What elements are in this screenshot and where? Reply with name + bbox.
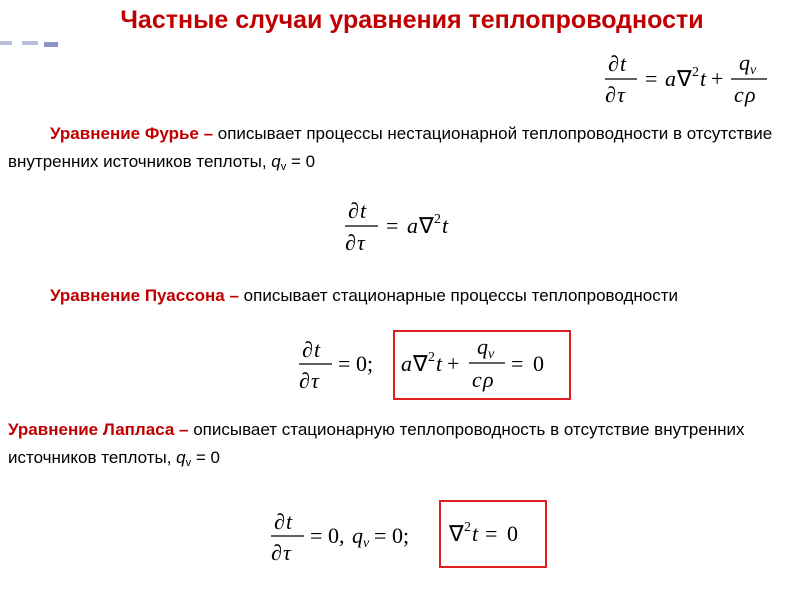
poisson-equation (393, 330, 571, 400)
svg-text:ρ: ρ (745, 82, 756, 107)
svg-text:q: q (739, 50, 750, 75)
fourier-text: описывает процессы нестационарной теплопроводности в отсутствие внутренних источников теплоты, (8, 124, 773, 171)
svg-text:t: t (314, 337, 321, 362)
svg-text:t: t (360, 198, 367, 223)
svg-text:a: a (407, 213, 418, 238)
svg-text:∂: ∂ (299, 368, 310, 393)
svg-text:=: = (374, 523, 387, 548)
laplace-text: описывает стационарную теплопроводность в отсутствие внутренних источников теплоты, (8, 420, 745, 467)
fourier-equation (330, 190, 490, 260)
svg-text:∂: ∂ (274, 509, 285, 534)
svg-text:c: c (472, 367, 482, 392)
svg-text:∂: ∂ (608, 51, 619, 76)
svg-text:+: + (447, 351, 460, 376)
q-symbol: q (176, 448, 186, 467)
svg-text:τ: τ (357, 230, 365, 255)
svg-text:2: 2 (428, 350, 435, 365)
svg-text:2: 2 (692, 65, 699, 80)
laplace-title: Уравнение Лапласа – (8, 420, 189, 439)
svg-text:=: = (485, 521, 498, 546)
svg-text:τ: τ (311, 368, 319, 393)
poisson-text: описывает стационарные процессы теплопроводности (238, 286, 679, 305)
laplace-equation (439, 500, 547, 568)
svg-text:t: t (442, 213, 449, 238)
svg-text:0: 0 (507, 521, 518, 546)
poisson-title: Уравнение Пуассона – (50, 286, 239, 305)
q-subscript: v (280, 161, 287, 173)
laplace-condition: = 0 (191, 448, 220, 467)
svg-text:∇: ∇ (677, 66, 692, 91)
svg-text:v: v (488, 347, 495, 362)
svg-text:=: = (645, 66, 658, 91)
q-subscript: v (185, 457, 192, 469)
svg-text:t: t (472, 521, 479, 546)
laplace-description (8, 416, 783, 477)
svg-text:τ: τ (617, 82, 625, 107)
q-symbol: q (271, 152, 281, 171)
fourier-condition: = 0 (286, 152, 316, 171)
poisson-steady-condition (290, 333, 390, 397)
svg-text:∂: ∂ (348, 198, 359, 223)
svg-text:∇: ∇ (413, 351, 428, 376)
svg-text:=: = (511, 351, 524, 376)
svg-text:2: 2 (434, 212, 441, 227)
svg-text:0;: 0; (356, 351, 374, 376)
svg-text:t: t (700, 66, 707, 91)
svg-text:=: = (338, 351, 351, 376)
svg-text:0;: 0; (392, 523, 410, 548)
svg-text:∂: ∂ (345, 230, 356, 255)
svg-text:v: v (363, 536, 370, 551)
svg-text:0: 0 (533, 351, 544, 376)
svg-text:=: = (386, 213, 399, 238)
svg-text:=: = (310, 523, 323, 548)
title-decoration (0, 38, 60, 50)
svg-text:a: a (665, 66, 676, 91)
svg-text:t: t (436, 351, 443, 376)
general-heat-equation (595, 48, 785, 110)
svg-text:ρ: ρ (483, 367, 494, 392)
svg-text:τ: τ (283, 540, 291, 565)
svg-text:∂: ∂ (605, 82, 616, 107)
svg-text:v: v (750, 63, 757, 78)
fourier-description (8, 120, 783, 181)
svg-text:∂: ∂ (271, 540, 282, 565)
poisson-description (8, 282, 783, 310)
svg-text:c: c (734, 82, 744, 107)
svg-text:+: + (711, 66, 724, 91)
fourier-title: Уравнение Фурье – (50, 124, 214, 143)
svg-text:∇: ∇ (419, 213, 434, 238)
svg-text:∂: ∂ (302, 337, 313, 362)
svg-text:t: t (286, 509, 293, 534)
slide-title: Частные случаи уравнения теплопроводности (120, 6, 704, 34)
svg-text:a: a (401, 351, 412, 376)
svg-text:0,: 0, (328, 523, 345, 548)
laplace-conditions (262, 504, 442, 568)
svg-text:q: q (352, 523, 363, 548)
svg-text:q: q (477, 334, 488, 359)
svg-text:∇: ∇ (449, 521, 464, 546)
svg-text:t: t (620, 51, 627, 76)
svg-text:2: 2 (464, 520, 471, 535)
